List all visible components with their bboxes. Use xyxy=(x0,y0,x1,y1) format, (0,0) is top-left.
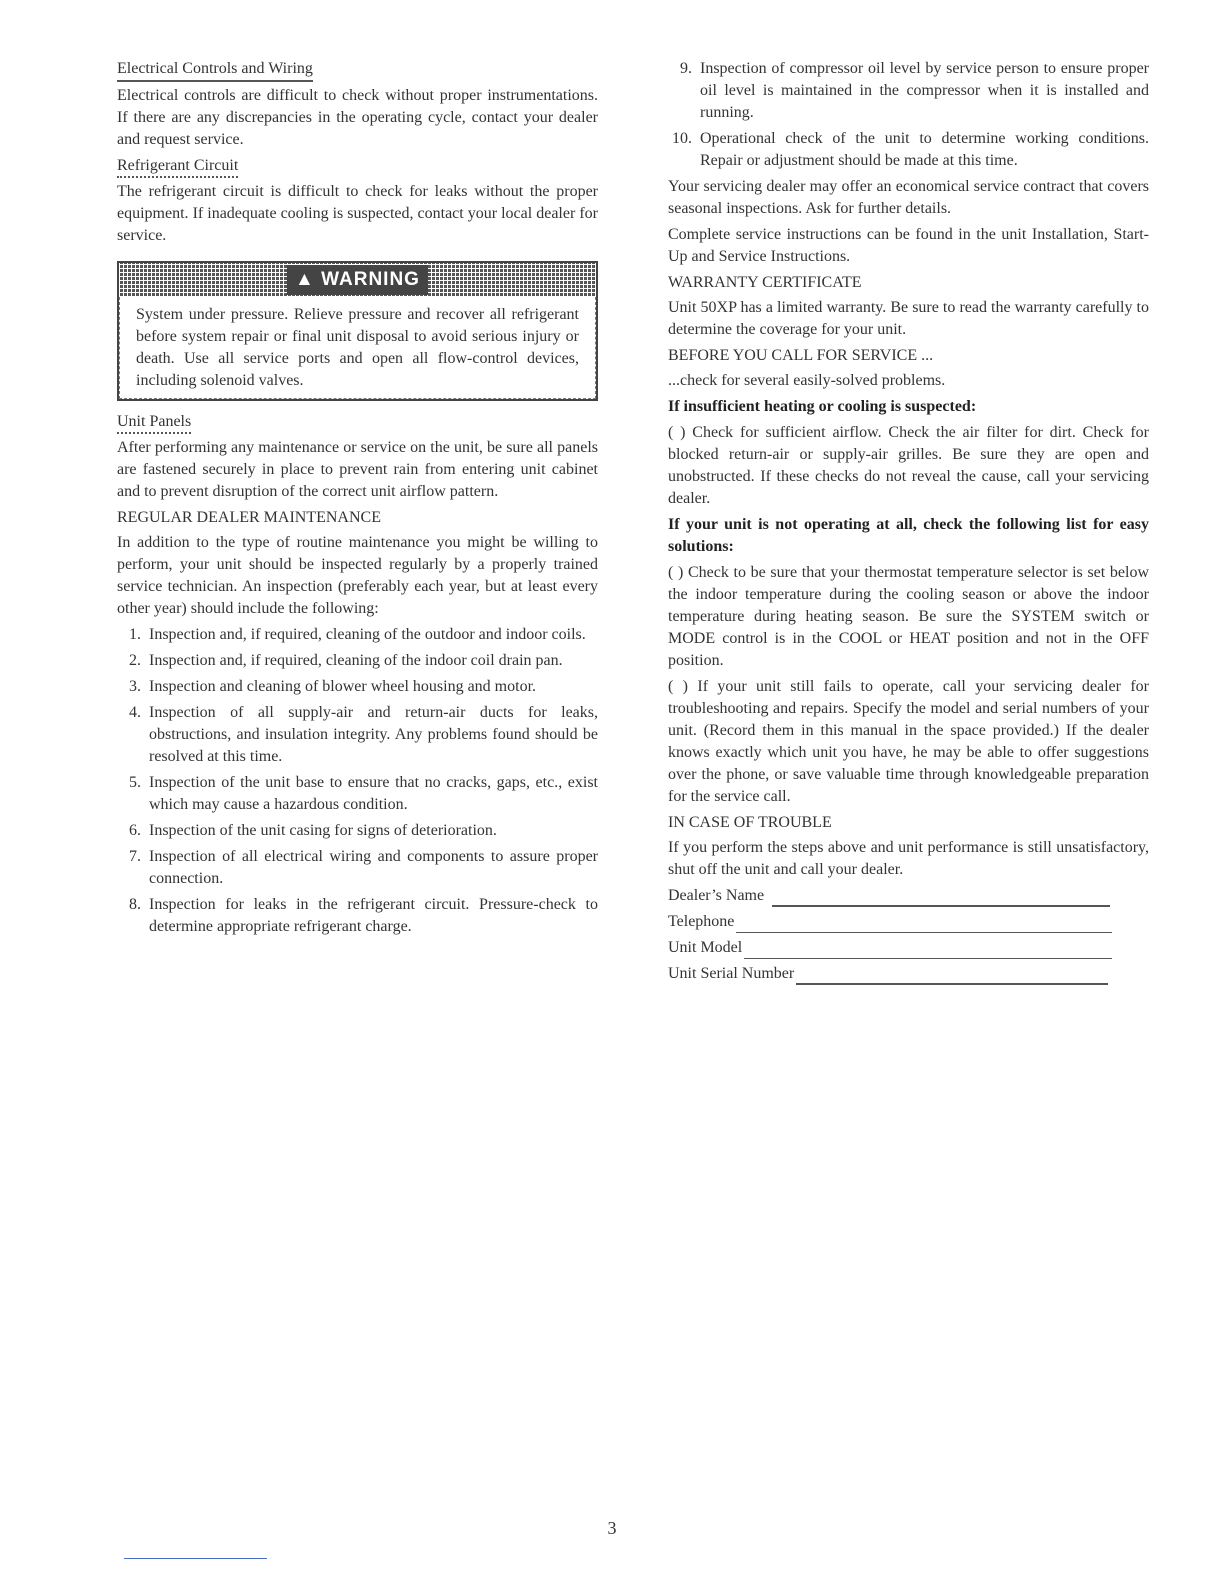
paragraph-complete: Complete service instructions can be found in the unit Installation, Start-Up and Service Instructions. xyxy=(668,226,1149,265)
dealer-name-line xyxy=(772,890,1110,907)
list-item: 3. Inspection and cleaning of blower wheel housing and motor. xyxy=(129,678,537,695)
serial-number-field: Unit Serial Number xyxy=(668,963,1149,985)
warning-header xyxy=(119,263,596,297)
maintenance-list-continued xyxy=(668,58,1149,172)
dealer-name-field: Dealer’s Name xyxy=(668,885,1149,907)
paragraph-fails: ( ) If your unit still fails to operate, call your servicing dealer for troubleshooting and repairs. Specify the model and serial numbers of your unit. (Record them in this manual in the space provided.) If the dealer knows exactly which unit you have, he may be able to offer suggestions over the phone, or save valuable time through knowledgeable preparation for the service call. xyxy=(668,678,1149,805)
heading-warranty: WARRANTY CERTIFICATE xyxy=(668,274,862,291)
bold-heating-cooling: If insufficient heating or cooling is suspected: xyxy=(668,398,977,415)
telephone-line xyxy=(736,917,1112,933)
list-item: 1. Inspection and, if required, cleaning of the outdoor and indoor coils. xyxy=(129,626,586,643)
paragraph-trouble: If you perform the steps above and unit performance is still unsatisfactory, shut off the unit and call your dealer. xyxy=(668,839,1149,878)
heading-unit-panels: Unit Panels xyxy=(117,412,191,434)
list-item: 9. Inspection of compressor oil level by service person to ensure proper oil level is maintained in the compressor when it is installed and running. xyxy=(680,60,1149,121)
paragraph-contract: Your servicing dealer may offer an economical service contract that covers seasonal inspections. Ask for further details. xyxy=(668,178,1149,217)
paragraph-heating: ( ) Check for sufficient airflow. Check the air filter for dirt. Check for blocked return-air or supply-air grilles. Be sure they are open and unobstructed. If these checks do not reveal the cause, call your servicing dealer. xyxy=(668,424,1149,507)
serial-number-line xyxy=(796,968,1108,985)
unit-model-field: Unit Model xyxy=(668,937,1149,959)
paragraph-panels: After performing any maintenance or service on the unit, be sure all panels are fastened securely in place to prevent rain from entering unit cabinet and to prevent disruption of the correct unit airflow pattern. xyxy=(117,439,598,500)
warning-title: WARNING xyxy=(321,269,420,290)
paragraph-refrigerant: The refrigerant circuit is difficult to check for leaks without the proper equipment. If inadequate cooling is suspected, contact your local dealer for service. xyxy=(117,183,598,244)
warning-box xyxy=(117,261,598,401)
telephone-field: Telephone xyxy=(668,911,1149,933)
warning-text: System under pressure. Relieve pressure and recover all refrigerant before system repair or final unit disposal to avoid serious injury or death. Use all service ports and open all flow-control devices, including solenoid valves. xyxy=(136,306,579,389)
heading-regular-maintenance: REGULAR DEALER MAINTENANCE xyxy=(117,509,381,526)
list-item: 8. Inspection for leaks in the refrigerant circuit. Pressure-check to determine appropriate refrigerant charge. xyxy=(129,896,598,935)
right-column xyxy=(668,58,1149,989)
maintenance-list xyxy=(117,624,598,938)
list-item: 2. Inspection and, if required, cleaning of the indoor coil drain pan. xyxy=(129,652,563,669)
bold-not-operating: If your unit is not operating at all, check the following list for easy solutions: xyxy=(668,516,1149,555)
heading-electrical-controls: Electrical Controls and Wiring xyxy=(117,58,313,82)
heading-refrigerant-circuit: Refrigerant Circuit xyxy=(117,156,238,178)
warning-triangle-icon: ▲ xyxy=(295,269,322,290)
left-column xyxy=(117,58,598,942)
footer-rule xyxy=(124,1558,267,1559)
list-item: 5. Inspection of the unit base to ensure that no cracks, gaps, etc., exist which may cause a hazardous condition. xyxy=(129,774,598,813)
list-item: 7. Inspection of all electrical wiring and components to assure proper connection. xyxy=(129,848,598,887)
paragraph-thermostat: ( ) Check to be sure that your thermostat temperature selector is set below the indoor temperature during the cooling season or above the indoor temperature during heating season. Be sure the SYSTEM switch or MODE control is in the COOL or HEAT position and not in the OFF position. xyxy=(668,564,1149,669)
list-item: 6. Inspection of the unit casing for signs of deterioration. xyxy=(129,822,497,839)
page-number: 3 xyxy=(607,1518,617,1538)
unit-model-line xyxy=(744,943,1112,959)
heading-before-service: BEFORE YOU CALL FOR SERVICE ... xyxy=(668,347,934,364)
list-item: 4. Inspection of all supply-air and return-air ducts for leaks, obstructions, and insulation integrity. Any problems found should be resolved at this time. xyxy=(129,704,598,765)
list-item: 10. Operational check of the unit to determine working conditions. Repair or adjustment should be made at this time. xyxy=(672,130,1149,169)
paragraph-electrical: Electrical controls are difficult to check without proper instrumentations. If there are any discrepancies in the operating cycle, contact your dealer and request service. xyxy=(117,87,598,148)
paragraph-before: ...check for several easily-solved problems. xyxy=(668,372,946,389)
heading-trouble: IN CASE OF TROUBLE xyxy=(668,814,832,831)
paragraph-regular: In addition to the type of routine maintenance you might be willing to perform, your unit should be inspected regularly by a properly trained service technician. An inspection (preferably each year, but at least every other year) should include the following: xyxy=(117,534,598,617)
paragraph-warranty: Unit 50XP has a limited warranty. Be sure to read the warranty carefully to determine the coverage for your unit. xyxy=(668,299,1149,338)
